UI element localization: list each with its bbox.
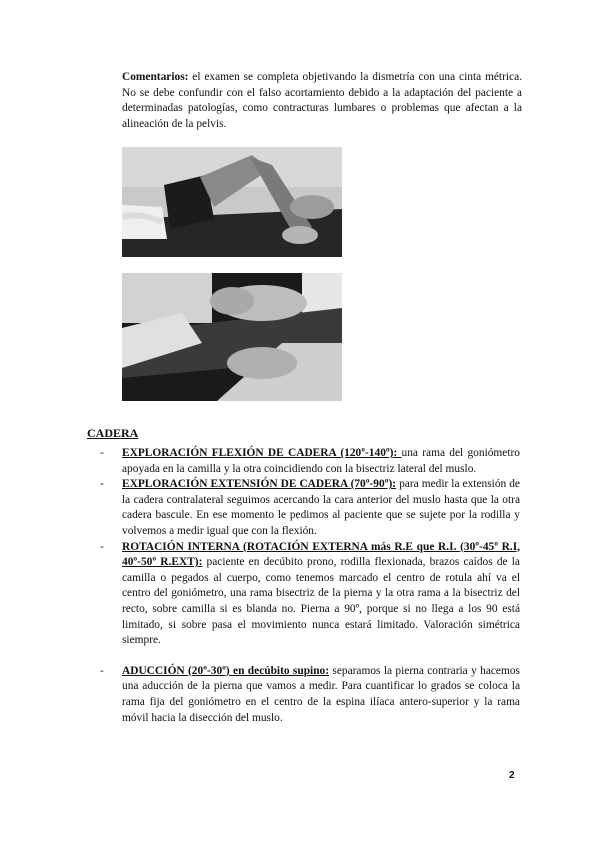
item-text: una rama del goniómetro apoyada en la camilla y la otra coincidiendo con la bisectriz lateral del muslo. bbox=[122, 447, 520, 475]
list-item bbox=[100, 446, 520, 477]
item-text: separamos la pierna contraria y hacemos una aducción de la pierna que vamos a medir. Para cuantificar lo grados se coloca la rama fija del goniómetro en el centro de la espina ilíaca antero-superior y la rama móvil hacia la disección del muslo. bbox=[122, 664, 520, 724]
item-heading: ROTACIÓN INTERNA (ROTACIÓN EXTERNA más R.E que R.I. (30º-45º R.I, 40º-50º R.EXT): bbox=[122, 540, 520, 569]
item-heading: EXPLORACIÓN EXTENSIÓN DE CADERA (70º-90º): bbox=[122, 478, 397, 491]
item-text: paciente en decúbito prono, rodilla flexionada, brazos caídos de la camilla o pegados al cuerpo, como tenemos marcado el centro de rotula ahí va el centro del goniómetro, una rama bisectriz de la pierna y la otra rama a la bisectriz del recto, sobre camilla si es blanda no. Pierna a 90º, porque si no llega a los 90 está limitado, si sobre pasa el movimiento nunca estará limitado. Valoración simétrica siempre. bbox=[122, 556, 520, 647]
item-list bbox=[100, 446, 520, 726]
list-item bbox=[100, 540, 520, 649]
list-item bbox=[100, 477, 520, 539]
list-dash: - bbox=[100, 447, 104, 459]
comment-label: Comentarios: bbox=[122, 71, 189, 83]
photo-knee-hold bbox=[122, 273, 342, 401]
list-item bbox=[100, 664, 520, 726]
comment-text: el examen se completa objetivando la dismetría con una cinta métrica. No se debe confundir con el falso acortamiento debido a la adaptación del paciente a determinadas patologías, como contracturas lumbares o problemas que afectan a la alineación de la pelvis. bbox=[122, 71, 522, 130]
list-dash: - bbox=[100, 664, 104, 677]
list-dash: - bbox=[100, 478, 104, 491]
item-heading: ADUCCIÓN (20º-30º) en decúbito supino: bbox=[122, 664, 330, 677]
page-number: 2 bbox=[509, 770, 515, 781]
item-heading: EXPLORACIÓN FLEXIÓN DE CADERA (120º-140º): bbox=[122, 447, 402, 459]
photo-hip-flexion bbox=[122, 147, 342, 257]
item-text: para medir la extensión de la cadera contralateral seguimos acercando la cara anterior del muslo hasta que la otra cadera bascule. En ese momento le pedimos al paciente que se sujete por la rodilla y volvemos a medir igual que con la flexión. bbox=[122, 478, 520, 537]
comment-paragraph bbox=[122, 70, 522, 132]
list-dash: - bbox=[100, 540, 104, 553]
section-title: CADERA bbox=[87, 426, 139, 440]
